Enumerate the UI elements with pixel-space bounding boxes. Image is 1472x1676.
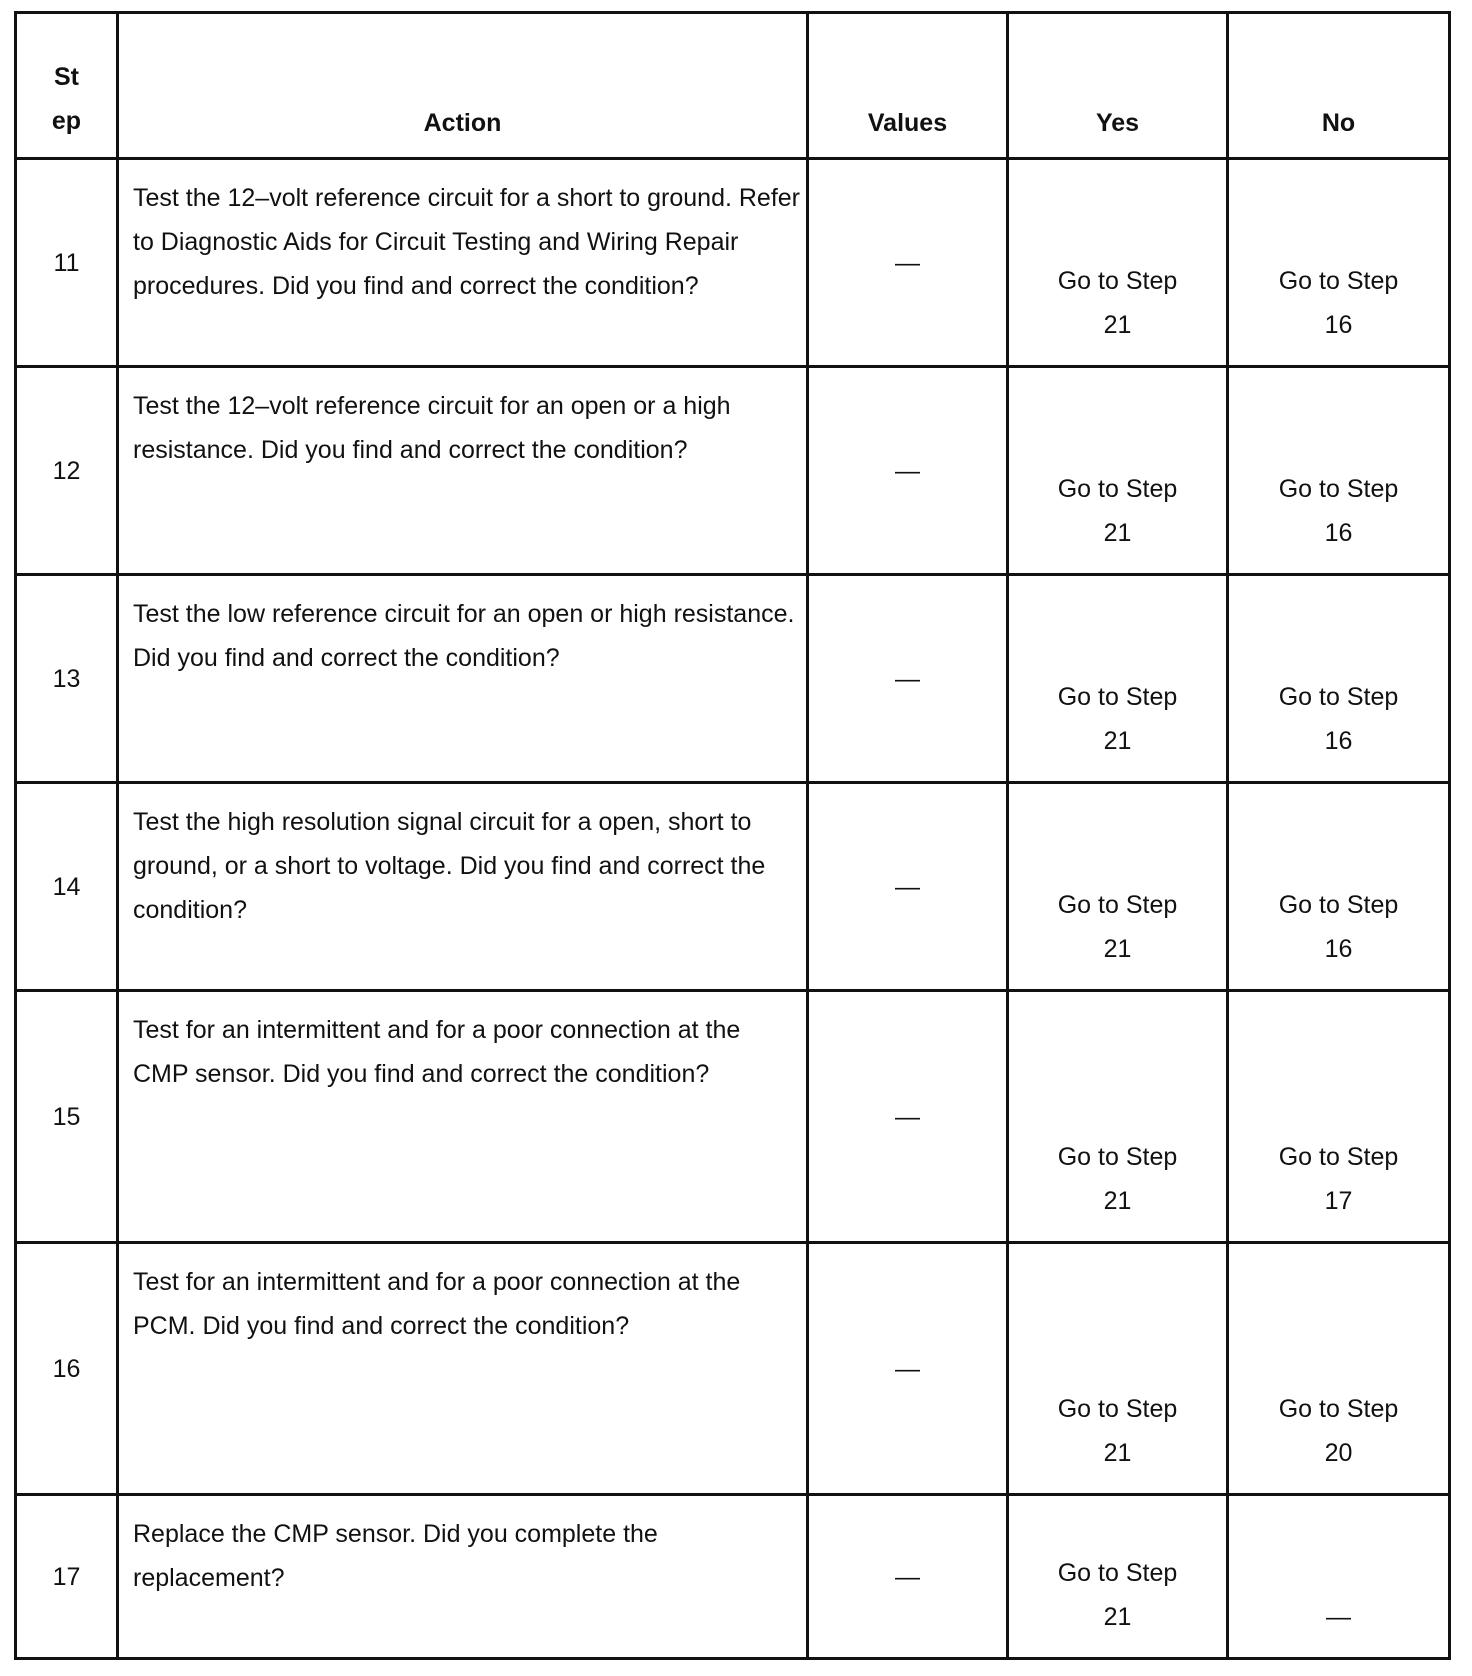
step-number: 17 [16,1495,118,1659]
action-text: Test for an intermittent and for a poor connection at the CMP sensor. Did you find and correct the condition? [118,991,808,1243]
yes-goto-label: Go to Step [1057,475,1178,503]
header-step-line2: ep [51,107,82,135]
table-row [16,159,1450,367]
yes-goto-step: 21 [1103,1187,1132,1215]
header-action: Action [118,13,808,159]
values-cell [808,159,1008,367]
header-step [16,13,118,159]
yes-goto-label: Go to Step [1057,1143,1178,1171]
table-row [16,575,1450,783]
header-values: Values [808,13,1008,159]
action-text: Replace the CMP sensor. Did you complete the replacement? [118,1495,808,1659]
no-cell [1228,575,1450,783]
values-dash: — [895,248,920,277]
no-goto-step: 17 [1324,1187,1353,1215]
no-goto-step: 16 [1324,311,1353,339]
yes-goto-step: 21 [1103,1439,1132,1467]
no-goto-step: 20 [1324,1439,1353,1467]
values-cell [808,1495,1008,1659]
yes-goto-label: Go to Step [1057,1395,1178,1423]
no-goto-step: 16 [1324,935,1353,963]
values-dash: — [895,664,920,693]
yes-goto-label: Go to Step [1057,891,1178,919]
yes-cell [1008,991,1228,1243]
table-row [16,367,1450,575]
table-row [16,1243,1450,1495]
yes-cell [1008,367,1228,575]
values-dash: — [895,872,920,901]
yes-goto-label: Go to Step [1057,683,1178,711]
yes-goto-label: Go to Step [1057,267,1178,295]
yes-cell [1008,159,1228,367]
no-goto-label: Go to Step [1278,891,1399,919]
values-cell [808,575,1008,783]
header-row [16,13,1450,159]
action-text: Test the 12–volt reference circuit for a short to ground. Refer to Diagnostic Aids for Circuit Testing and Wiring Repair procedures. Did you find and correct the condition? [118,159,808,367]
step-number: 14 [16,783,118,991]
no-goto-label: Go to Step [1278,683,1399,711]
values-dash: — [895,1354,920,1383]
yes-goto-label: Go to Step [1057,1559,1178,1587]
step-number: 15 [16,991,118,1243]
action-text: Test the low reference circuit for an open or high resistance. Did you find and correct the condition? [118,575,808,783]
header-step-line1: St [54,63,79,91]
table-row [16,1495,1450,1659]
no-goto-label: Go to Step [1278,475,1399,503]
no-cell [1228,159,1450,367]
step-number: 16 [16,1243,118,1495]
values-cell [808,783,1008,991]
step-number: 13 [16,575,118,783]
action-text: Test for an intermittent and for a poor connection at the PCM. Did you find and correct the condition? [118,1243,808,1495]
yes-goto-step: 21 [1103,519,1132,547]
table-row [16,991,1450,1243]
yes-cell [1008,1495,1228,1659]
no-goto-label: Go to Step [1278,1143,1399,1171]
values-dash: — [895,456,920,485]
no-cell [1228,1243,1450,1495]
no-cell [1228,1495,1450,1659]
no-goto-step: 16 [1324,727,1353,755]
header-no: No [1228,13,1450,159]
yes-goto-step: 21 [1103,727,1132,755]
values-dash: — [895,1102,920,1131]
no-goto-label: Go to Step [1278,267,1399,295]
values-cell [808,1243,1008,1495]
no-cell [1228,367,1450,575]
yes-cell [1008,575,1228,783]
values-cell [808,991,1008,1243]
step-number: 11 [16,159,118,367]
step-number: 12 [16,367,118,575]
no-cell [1228,991,1450,1243]
no-cell [1228,783,1450,991]
no-goto-label: Go to Step [1278,1395,1399,1423]
yes-goto-step: 21 [1103,935,1132,963]
yes-goto-step: 21 [1103,1603,1132,1631]
yes-goto-step: 21 [1103,311,1132,339]
diagnostic-table [14,11,1451,1660]
action-text: Test the high resolution signal circuit for a open, short to ground, or a short to voltage. Did you find and correct the condition? [118,783,808,991]
values-cell [808,367,1008,575]
table-row [16,783,1450,991]
header-yes: Yes [1008,13,1228,159]
yes-cell [1008,783,1228,991]
action-text: Test the 12–volt reference circuit for an open or a high resistance. Did you find and correct the condition? [118,367,808,575]
no-goto-step: — [1326,1603,1351,1631]
values-dash: — [895,1562,920,1591]
no-goto-step: 16 [1324,519,1353,547]
yes-cell [1008,1243,1228,1495]
